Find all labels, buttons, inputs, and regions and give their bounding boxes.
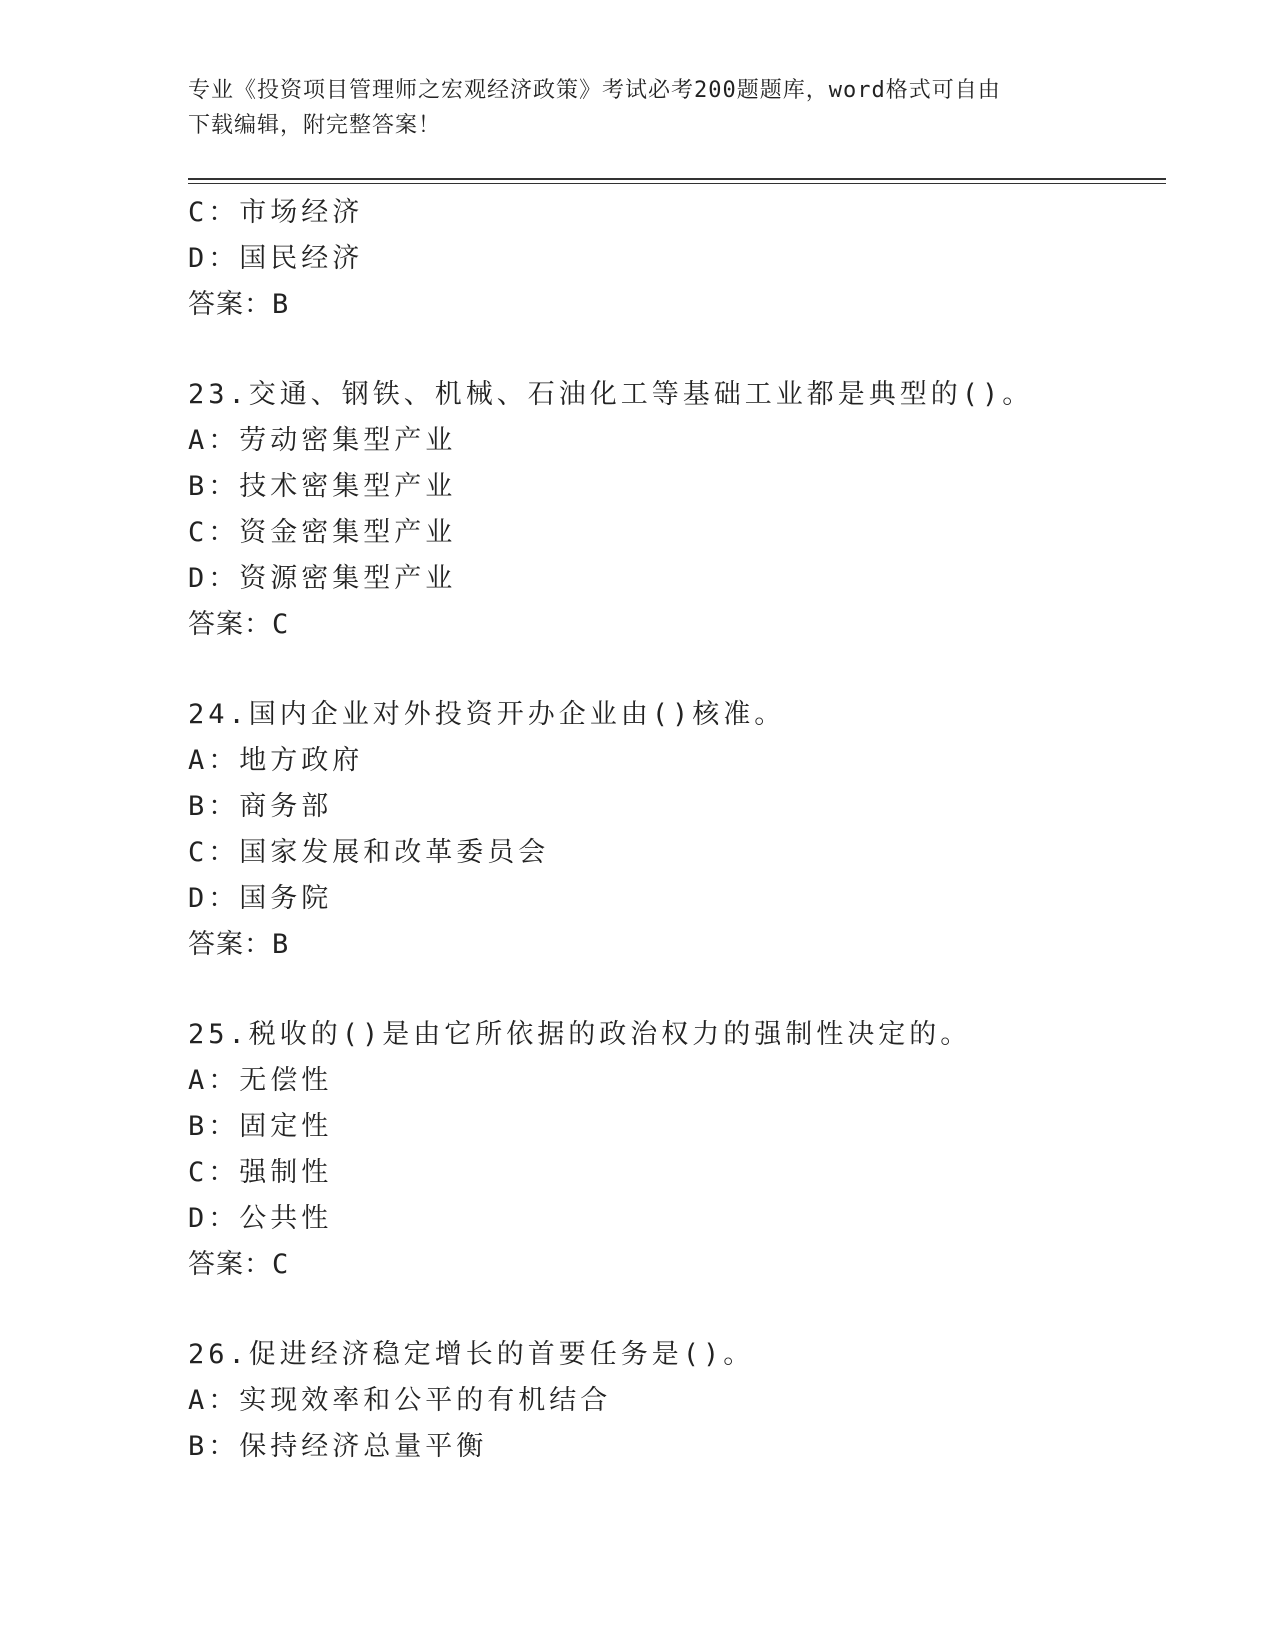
option-b: B：保持经济总量平衡 (188, 1431, 488, 1462)
option-a: A：地方政府 (188, 745, 364, 776)
answer: 答案：C (188, 1249, 290, 1280)
question-stem: 23.交通、钢铁、机械、石油化工等基础工业都是典型的()。 (188, 379, 1034, 410)
header-line-2: 下载编辑，附完整答案！ (188, 113, 442, 138)
answer: 答案：B (188, 289, 290, 320)
option-a: A：劳动密集型产业 (188, 425, 457, 456)
question-list (188, 190, 1148, 1470)
spacer (188, 968, 1148, 1012)
option-d: D：国务院 (188, 883, 333, 914)
spacer (188, 328, 1148, 372)
spacer (188, 1288, 1148, 1332)
option-b: B：技术密集型产业 (188, 471, 457, 502)
option-d: D：公共性 (188, 1203, 333, 1234)
header-divider-thick (188, 178, 1166, 180)
spacer (188, 648, 1148, 692)
option-c: C：强制性 (188, 1157, 333, 1188)
question-23 (188, 372, 1148, 648)
option-c: C：市场经济 (188, 197, 364, 228)
answer: 答案：B (188, 929, 290, 960)
question-26 (188, 1332, 1148, 1470)
option-b: B：固定性 (188, 1111, 333, 1142)
option-c: C：资金密集型产业 (188, 517, 457, 548)
question-24 (188, 692, 1148, 968)
header-line-1: 专业《投资项目管理师之宏观经济政策》考试必考200题题库，word格式可自由 (188, 78, 1001, 103)
answer: 答案：C (188, 609, 290, 640)
option-a: A：实现效率和公平的有机结合 (188, 1385, 612, 1416)
option-b: B：商务部 (188, 791, 333, 822)
option-d: D：国民经济 (188, 243, 364, 274)
option-c: C：国家发展和改革委员会 (188, 837, 550, 868)
question-stem: 25.税收的()是由它所依据的政治权力的强制性决定的。 (188, 1019, 972, 1050)
option-a: A：无偿性 (188, 1065, 333, 1096)
question-25 (188, 1012, 1148, 1288)
option-d: D：资源密集型产业 (188, 563, 457, 594)
question-stem: 26.促进经济稳定增长的首要任务是()。 (188, 1339, 755, 1370)
question-stem: 24.国内企业对外投资开办企业由()核准。 (188, 699, 786, 730)
header-divider-thin (188, 183, 1166, 184)
document-header (188, 73, 1068, 143)
question-22-tail (188, 190, 1148, 328)
